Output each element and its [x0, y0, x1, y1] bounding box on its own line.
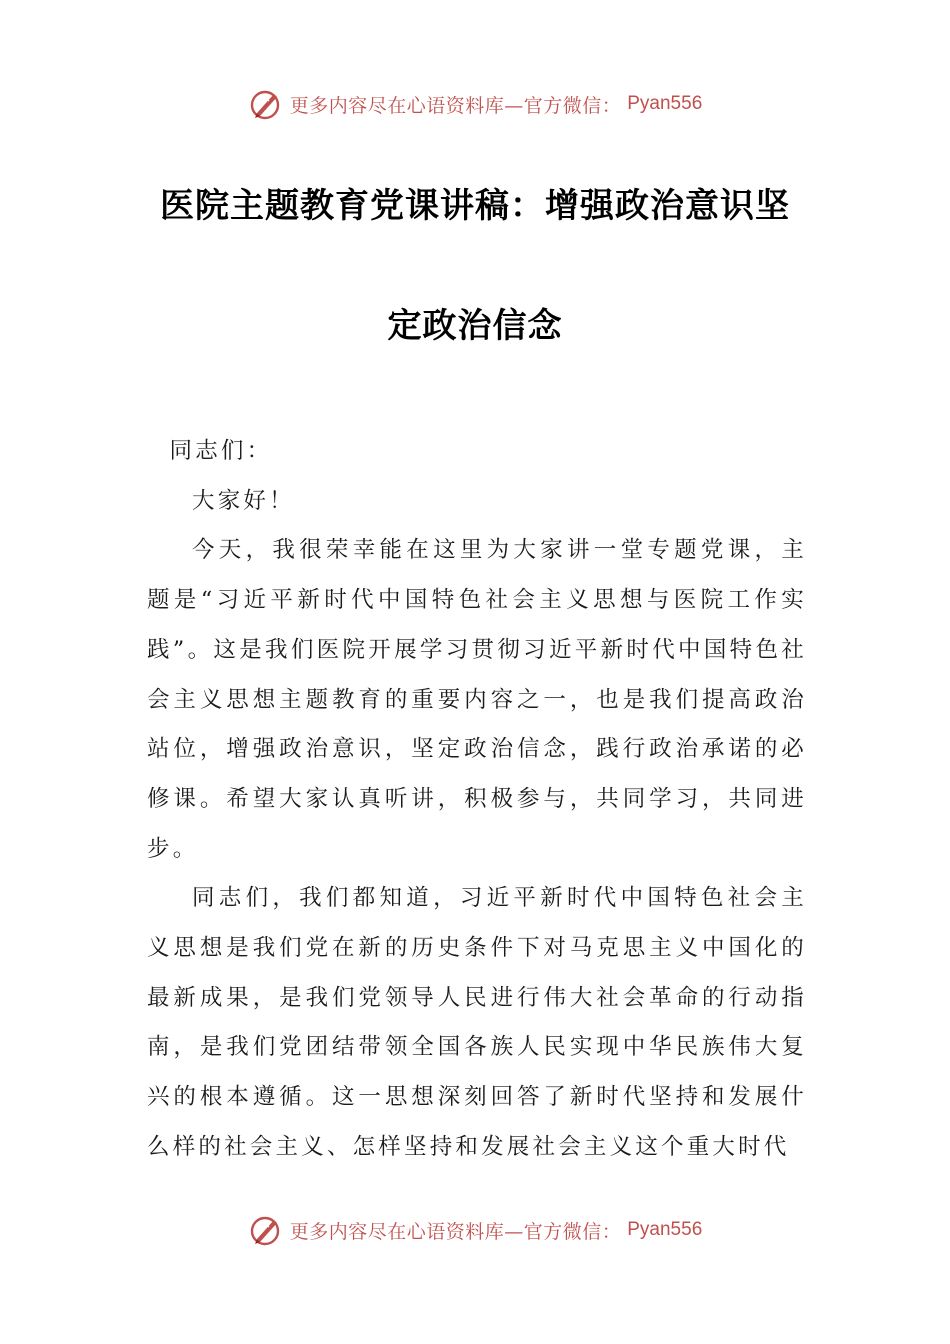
paragraph: 同志们，我们都知道，习近平新时代中国特色社会主义思想是我们党在新的历史条件下对马克思主义中国化的最新成果，是我们党领导人民进行伟大社会革命的行动指南，是我们党团结带领全国各族人民实现中华民族伟大复兴的根本遵循。这一思想深刻回答了新时代坚持和发展什么样的社会主义、怎样坚持和发展社会主义这个重大时代	[147, 885, 807, 1160]
document-title-line-1: 医院主题教育党课讲稿：增强政治意识坚	[160, 186, 790, 226]
footer-watermark	[0, 1210, 950, 1250]
watermark-wechat-id: Pyan556	[627, 93, 703, 114]
pen-logo-icon	[248, 1212, 284, 1248]
header-watermark	[0, 84, 950, 124]
watermark-text: 更多内容尽在心语资料库—官方微信：	[289, 94, 622, 117]
greeting: 大家好！	[192, 487, 295, 514]
pen-logo-icon	[248, 86, 284, 122]
watermark-text: 更多内容尽在心语资料库—官方微信：	[289, 1220, 622, 1243]
document-title-line-2: 定政治信念	[387, 306, 563, 346]
document-body	[147, 427, 807, 1173]
watermark-wechat-id: Pyan556	[627, 1219, 703, 1240]
salutation: 同志们：	[169, 438, 273, 464]
paragraph: 今天，我很荣幸能在这里为大家讲一堂专题党课，主题是“习近平新时代中国特色社会主义思想与医院工作实践”。这是我们医院开展学习贯彻习近平新时代中国特色社会主义思想主题教育的重要内容之一，也是我们提高政治站位，增强政治意识，坚定政治信念，践行政治承诺的必修课。希望大家认真听讲，积极参与，共同学习，共同进步。	[147, 537, 807, 862]
